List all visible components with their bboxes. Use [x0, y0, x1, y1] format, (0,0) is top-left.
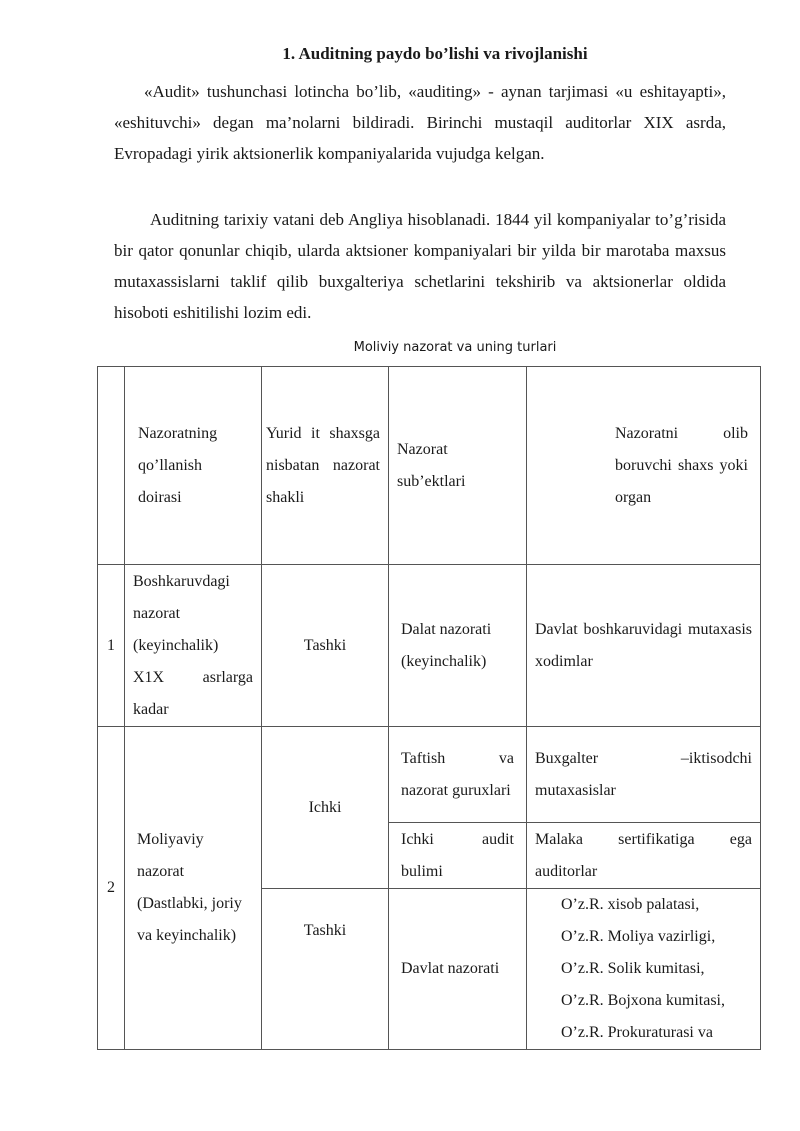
row-subject: Ichki audit bulimi — [389, 823, 527, 889]
row-performer: Davlat boshkaruvidagi mutaxasis xodimlar — [527, 565, 761, 727]
table-header-row — [98, 367, 761, 565]
page-title: 1. Auditning paydo bo’lishi va rivojlanishi — [282, 44, 588, 63]
row-form: Tashki — [262, 565, 389, 727]
row-scope: Boshkaruvdagi nazorat (keyinchalik) X1X asrlarga kadar — [125, 565, 262, 727]
performer-list-item: O’z.R. Bojxona kumitasi, — [561, 992, 725, 1009]
control-types-table — [97, 366, 761, 1050]
performer-list-item: O’z.R. xisob palatasi, — [561, 896, 700, 913]
paragraph-2: Auditning tarixiy vatani deb Angliya hisoblanadi. 1844 yil kompaniyalar to’g’risida bir qator qonunlar chiqib, ularda aktsioner kompaniyalari bir yilda bir marotaba maxsus mutaxassislarni taklif qilib buxgalteriya schetlarini tekshirib va aktsionerlar oldida hisoboti eshitilishi lozim edi. — [114, 210, 726, 322]
table-caption: Moliviy nazorat va uning turlari — [353, 340, 557, 355]
header-subjects: Nazorat sub’ektlari — [389, 367, 527, 565]
performer-list-item: O’z.R. Moliya vazirligi, — [561, 928, 716, 945]
row-form-internal: Ichki — [262, 727, 389, 889]
paragraph-1: «Audit» tushunchasi lotincha bo’lib, «auditing» - aynan tarjimasi «u eshitayapti», «eshituvchi» degan ma’nolarni bildiradi. Birinchi mustaqil auditorlar XIX asrda, Evropadagi yirik aktsionerlik kompaniyalarida vujudga kelgan. — [114, 82, 726, 163]
header-performer: Nazoratni olib boruvchi shaxs yoki organ — [527, 367, 761, 565]
row-performer: Malaka sertifikatiga ega auditorlar — [527, 823, 761, 889]
row-performer-list — [527, 889, 761, 1050]
row-subject: Taftish va nazorat guruxlari — [389, 727, 527, 823]
header-number-cell — [98, 367, 125, 565]
header-form: Yurid it shaxsga nisbatan nazorat shakli — [262, 367, 389, 565]
row-number: 2 — [98, 727, 125, 1050]
row-form-external: Tashki — [262, 889, 389, 1050]
performer-list-item: O’z.R. Prokuraturasi va — [561, 1024, 713, 1041]
header-scope: Nazoratning qo’llanish doirasi — [125, 367, 262, 565]
row-number: 1 — [98, 565, 125, 727]
table-row — [98, 727, 761, 823]
row-subject: Davlat nazorati — [389, 889, 527, 1050]
row-performer: Buxgalter –iktisodchi mutaxasislar — [527, 727, 761, 823]
table-row — [98, 565, 761, 727]
row-subject: Dalat nazorati (keyinchalik) — [389, 565, 527, 727]
row-scope: Moliyaviy nazorat (Dastlabki, joriy va keyinchalik) — [125, 727, 262, 1050]
performer-list-item: O’z.R. Solik kumitasi, — [561, 960, 705, 977]
